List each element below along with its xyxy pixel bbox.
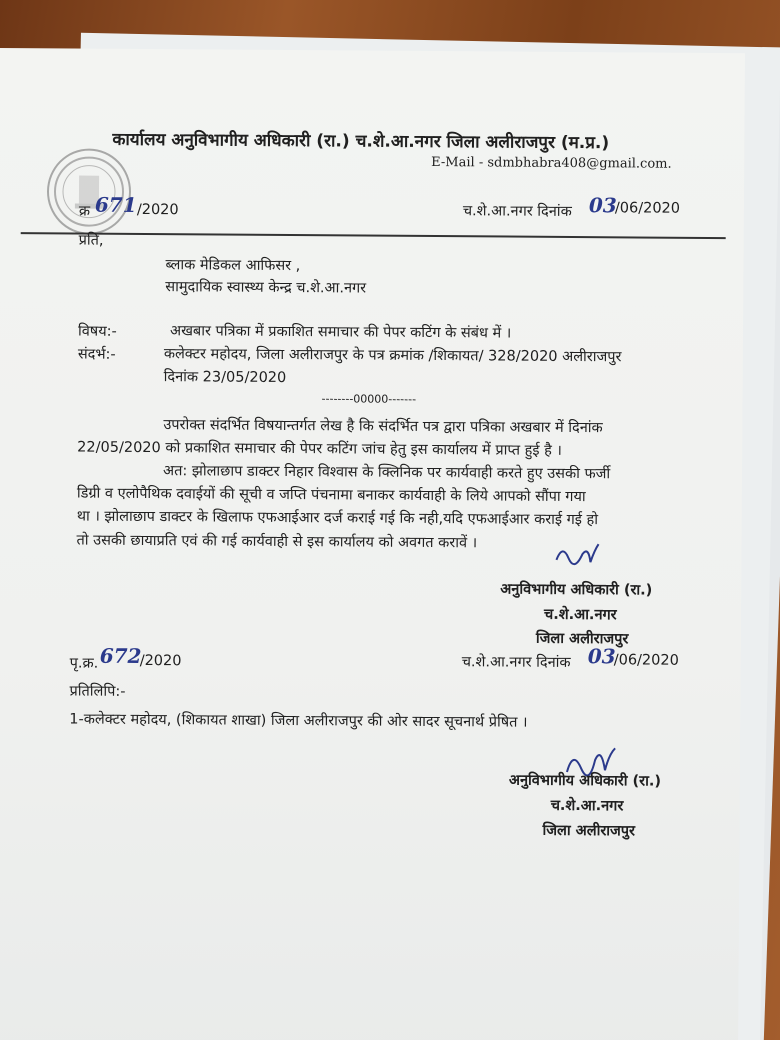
signature1-place: च.शे.आ.नगर xyxy=(544,606,617,624)
subject-text: अखबार पत्रिका में प्रकाशित समाचार की पेपर कटिंग के संबंध में । xyxy=(169,323,512,342)
subject-label: विषय:- xyxy=(77,323,117,340)
copy-ref-prefix: पृ.क्र. xyxy=(69,655,99,672)
ref-handwritten-number: 671 xyxy=(94,192,137,217)
letterhead-email: E-Mail - sdmbhabra408@gmail.com. xyxy=(431,155,672,172)
copy-ref-date-suffix: /06/2020 xyxy=(613,652,679,669)
body-para-2-line-1: अत: झोलाछाप डाक्टर निहार विश्वास के क्लिनिक पर कार्यवाही करते हुए उसकी फर्जी xyxy=(162,463,611,483)
government-seal-icon xyxy=(47,148,132,235)
signature2-title: अनुविभागीय अधिकारी (रा.) xyxy=(508,772,662,790)
to-label: प्रति, xyxy=(78,232,104,249)
letterhead-office: कार्यालय अनुविभागीय अधिकारी (रा.) च.शे.आ.नगर जिला अलीराजपुर (म.प्र.) xyxy=(112,129,610,154)
copy-ref-handwritten-number: 672 xyxy=(99,643,142,669)
ref-year: /2020 xyxy=(136,201,179,219)
copy-ref-date-prefix: च.शे.आ.नगर दिनांक xyxy=(461,654,571,671)
reference-line-2: दिनांक 23/05/2020 xyxy=(163,369,287,387)
reference-line-1: कलेक्टर महोदय, जिला अलीराजपुर के पत्र क्रमांक /शिकायत/ 328/2020 अलीराजपुर xyxy=(163,346,622,366)
body-para-2-line-3: था । झोलाछाप डाक्टर के खिलाफ एफआईआर दर्ज कराई गई कि नही,यदि एफआईआर कराई गई हो xyxy=(76,508,599,529)
ref-date-suffix: /06/2020 xyxy=(614,200,681,217)
to-line-2: सामुदायिक स्वास्थ्य केन्द्र च.शे.आ.नगर xyxy=(165,279,367,297)
ref-prefix: क्र xyxy=(78,203,91,220)
separator: --------00000------- xyxy=(321,392,417,406)
signature2-place: च.शे.आ.नगर xyxy=(550,797,624,815)
signature1-title: अनुविभागीय अधिकारी (रा.) xyxy=(500,581,653,599)
to-line-1: ब्लाक मेडिकल आफिसर , xyxy=(165,257,301,275)
copy-ref-year: /2020 xyxy=(139,652,182,670)
copy-item-1: 1-कलेक्टर महोदय, (शिकायत शाखा) जिला अलीराजपुर की ओर सादर सूचनार्थ प्रेषित । xyxy=(69,711,528,731)
ref-handwritten-day: 03 xyxy=(588,193,617,218)
signature2-district: जिला अलीराजपुर xyxy=(542,822,636,840)
header-divider xyxy=(21,232,726,239)
body-para-2-line-2: डिग्री व एलोपैथिक दवाईयों की सूची व जप्ति पंचनामा बनाकर कार्यवाही के लिये आपको सौंपा गया xyxy=(76,485,586,506)
copy-label: प्रतिलिपि:- xyxy=(69,683,126,700)
copy-ref-handwritten-day: 03 xyxy=(587,644,616,669)
body-para-1-line-1: उपरोक्त संदर्भित विषयान्तर्गत लेख है कि संदर्भित पत्र द्वारा पत्रिका अखबार में दिनांक xyxy=(163,417,603,437)
signature-mark-icon xyxy=(552,540,602,580)
body-para-2-line-4: तो उसकी छायाप्रति एवं की गई कार्यवाही से इस कार्यालय को अवगत करावें । xyxy=(76,532,478,552)
body-para-1-line-2: 22/05/2020 को प्रकाशित समाचार की पेपर कटिंग जांच हेतु इस कार्यालय में प्राप्त हुई है । xyxy=(77,439,562,459)
reference-label: संदर्भ:- xyxy=(77,346,116,363)
letter-document xyxy=(0,48,745,1040)
ref-date-prefix: च.शे.आ.नगर दिनांक xyxy=(462,203,572,220)
signature1-district: जिला अलीराजपुर xyxy=(535,630,629,648)
